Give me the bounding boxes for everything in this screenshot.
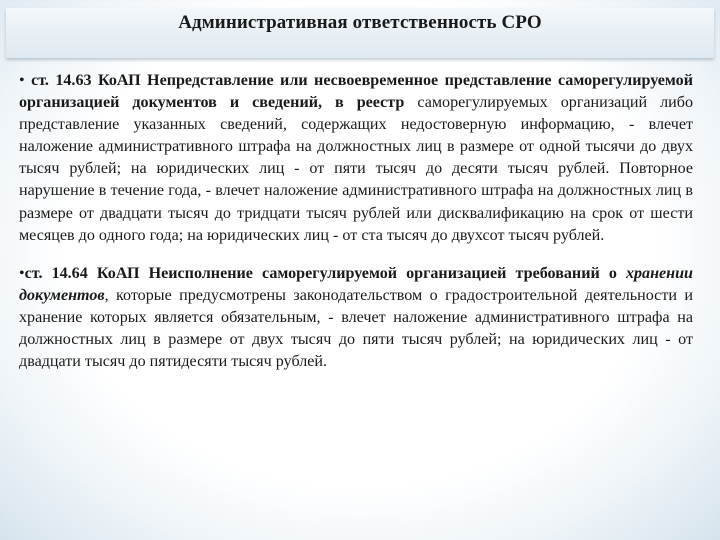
bullet-marker: •	[19, 72, 25, 89]
slide-content	[19, 70, 693, 373]
article-reference: ст. 14.64 КоАП	[24, 264, 140, 282]
violation-heading: Неисполнение саморегулируемой организацией требований о	[148, 264, 617, 282]
violation-body: саморегулируемых организаций либо представление указанных сведений, содержащих недостоверную информацию, - влечет наложение административного штрафа на должностных лиц в размере от одной тысячи до двух тысяч рублей; на юридических лиц - от пяти тысяч до десяти тысяч рублей. Повторное нарушение в течение года, - влечет наложение административного штрафа на должностных лиц в размере от двадцати тысяч до тридцати тысяч рублей или дисквалификацию на срок от шести месяцев до одного года; на юридических лиц - от ста тысяч до двухсот тысяч рублей.	[19, 94, 694, 244]
article-reference: ст. 14.63 КоАП	[31, 72, 141, 89]
bullet-marker: •	[19, 264, 25, 282]
paragraph-article-14-64	[19, 263, 693, 373]
violation-heading: Непредставление или несвоевременное представление саморегулируемой организацией документов и сведений, в реестр	[19, 72, 693, 112]
paragraph-article-14-63	[19, 70, 693, 247]
violation-heading-emphasis: хранении документов	[19, 264, 694, 304]
slide-title: Административная ответственность СРО	[178, 12, 542, 33]
violation-body: , которые предусмотрены законодательством о градостроительной деятельности и хранение которых является обязательным, - влечет наложение административного штрафа на должностных лиц в размере от двух тысяч до пяти тысяч рублей; на юридических лиц - от двадцати тысяч до пятидесяти тысяч рублей.	[19, 286, 693, 371]
